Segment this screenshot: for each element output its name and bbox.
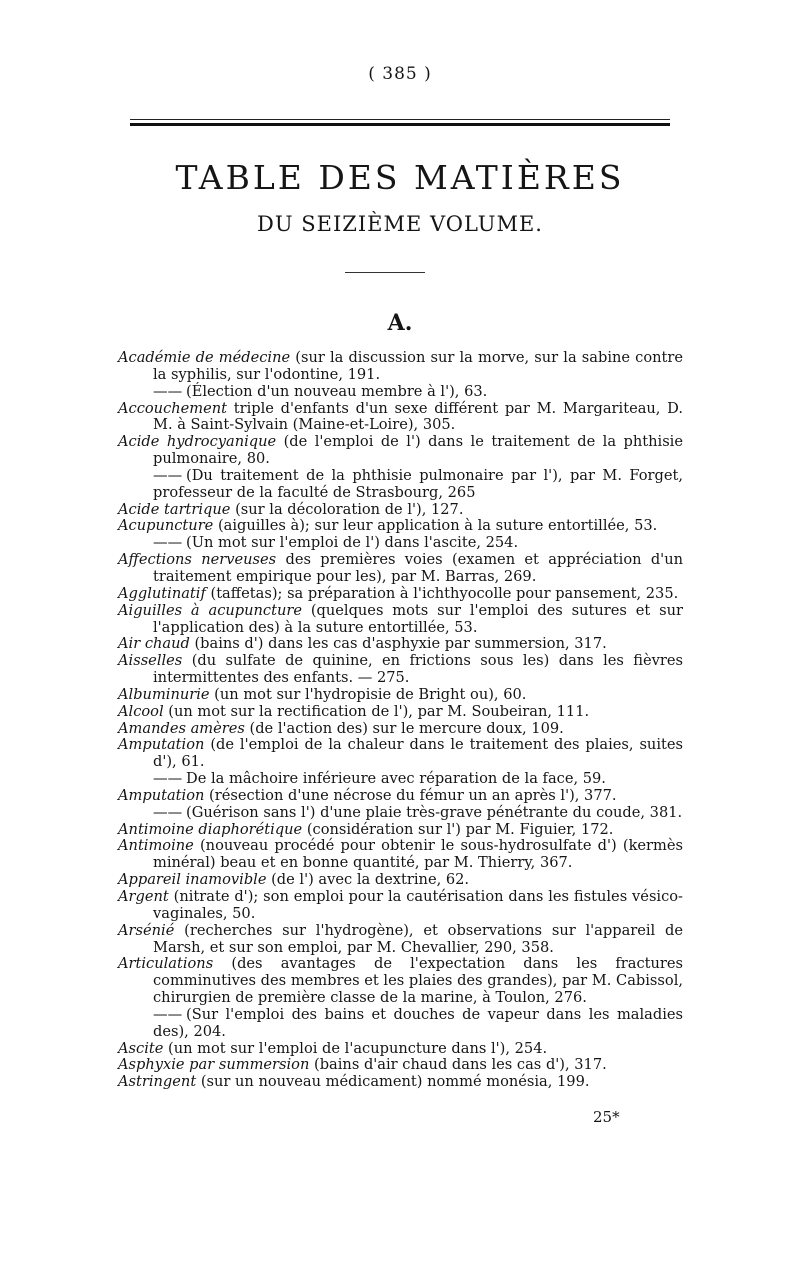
- ditto-dash: ——: [153, 1005, 183, 1023]
- entry-headword: Agglutinatif: [118, 584, 206, 602]
- entry-headword: Appareil inamovible: [118, 871, 267, 889]
- entry-headword: Air chaud: [118, 635, 190, 653]
- index-entries: [118, 350, 683, 1091]
- entry-headword: Acide tartrique: [118, 500, 231, 518]
- entry-headword: Astringent: [118, 1073, 197, 1091]
- page-title: TABLE DES MATIÈRES: [175, 158, 625, 197]
- header-rule-thick: [130, 123, 670, 126]
- entry-headword: Ascite: [118, 1039, 164, 1057]
- index-entry: [118, 518, 683, 535]
- entry-text: des premières voies (examen et appréciation d'un traitement empirique pour les), par M. Barras, 269.: [153, 551, 683, 585]
- entry-text: (bains d'air chaud dans les cas d'), 317.: [309, 1056, 607, 1074]
- ditto-dash: ——: [153, 382, 183, 400]
- index-entry: [118, 350, 683, 384]
- entry-text: De la mâchoire inférieure avec réparation de la face, 59.: [186, 770, 606, 788]
- index-entry: [118, 956, 683, 1007]
- entry-text: (recherches sur l'hydrogène), et observations sur l'appareil de Marsh, et sur son emploi, par M. Chevallier, 290, 358.: [153, 921, 683, 956]
- entry-headword: Albuminurie: [118, 685, 210, 703]
- entry-text: (quelques mots sur l'emploi des sutures et sur l'application des) à la suture entortillée, 53.: [153, 601, 683, 636]
- entry-headword: Antimoine: [118, 837, 194, 855]
- index-entry: [118, 1041, 683, 1058]
- index-entry: [118, 552, 683, 586]
- ditto-dash: ——: [153, 534, 183, 552]
- header-rule-thin: [130, 119, 670, 120]
- entry-text: (Élection d'un nouveau membre à l'), 63.: [186, 382, 488, 400]
- page-number: ( 385 ): [368, 64, 432, 84]
- index-entry: [118, 1057, 683, 1074]
- entry-headword: Académie de médecine: [118, 349, 291, 366]
- entry-text: (considération sur l') par M. Figuier, 172.: [302, 820, 614, 838]
- index-entry: [118, 805, 683, 822]
- page-subtitle: DU SEIZIÈME VOLUME.: [257, 212, 543, 236]
- ditto-dash: ——: [153, 803, 183, 821]
- index-entry: [118, 822, 683, 839]
- index-entry: [118, 653, 683, 687]
- signature-mark: 25*: [593, 1108, 620, 1126]
- entry-text: (Sur l'emploi des bains et douches de vapeur dans les maladies des), 204.: [153, 1005, 683, 1040]
- entry-text: (nitrate d'); son emploi pour la cautérisation dans les fistules vésico-vaginales, 50.: [153, 888, 683, 922]
- entry-headword: Aiguilles à acupuncture: [118, 601, 302, 619]
- entry-text: (un mot sur la rectification de l'), par M. Soubeiran, 111.: [163, 702, 590, 720]
- entry-text: (sur un nouveau médicament) nommé monésia, 199.: [196, 1073, 590, 1091]
- entry-text: (sur la discussion sur la morve, sur la sabine contre la syphilis, sur l'odontine, 191.: [153, 349, 683, 383]
- index-entry: [118, 468, 683, 502]
- entry-text: (sur la décoloration de l'), 127.: [230, 500, 464, 518]
- entry-headword: Argent: [118, 888, 169, 905]
- entry-text: (du sulfate de quinine, en frictions sous les) dans les fièvres intermittentes des enfants. — 275.: [153, 652, 683, 687]
- index-entry: [118, 721, 683, 738]
- entry-headword: Amandes amères: [118, 719, 245, 737]
- index-entry: [118, 872, 683, 889]
- entry-headword: Acupuncture: [118, 517, 214, 535]
- entry-text: (aiguilles à); sur leur application à la suture entortillée, 53.: [213, 517, 658, 535]
- index-entry: [118, 687, 683, 704]
- entry-text: (de l') avec la dextrine, 62.: [266, 871, 470, 889]
- entry-text: triple d'enfants d'un sexe différent par M. Margariteau, D. M. à Saint-Sylvain (Maine-et-Loire), 305.: [153, 399, 683, 434]
- entry-headword: Accouchement: [118, 399, 228, 417]
- entry-headword: Articulations: [118, 955, 214, 973]
- entry-headword: Affections nerveuses: [118, 551, 277, 569]
- index-entry: [118, 704, 683, 721]
- entry-text: (taffetas); sa préparation à l'ichthyocolle pour pansement, 235.: [205, 584, 679, 602]
- entry-text: (Du traitement de la phthisie pulmonaire par l'), par M. Forget, professeur de la faculté de Strasbourg, 265: [153, 466, 683, 501]
- section-divider: [345, 272, 425, 273]
- index-entry: [118, 636, 683, 653]
- ditto-dash: ——: [153, 466, 183, 484]
- entry-headword: Arsénié: [118, 921, 175, 939]
- index-entry: [118, 603, 683, 637]
- index-entry: [118, 384, 683, 401]
- entry-headword: Antimoine diaphorétique: [118, 820, 303, 838]
- index-entry: [118, 586, 683, 603]
- index-entry: [118, 788, 683, 805]
- index-entry: [118, 535, 683, 552]
- entry-headword: Asphyxie par summersion: [118, 1056, 310, 1074]
- index-entry: [118, 1007, 683, 1041]
- entry-headword: Alcool: [118, 702, 164, 720]
- index-entry: [118, 771, 683, 788]
- entry-text: (Guérison sans l') d'une plaie très-grave pénétrante du coude, 381.: [186, 803, 683, 821]
- ditto-dash: ——: [153, 770, 183, 788]
- index-entry: [118, 1074, 683, 1091]
- entry-text: (de l'emploi de la chaleur dans le traitement des plaies, suites d'), 61.: [153, 736, 683, 771]
- index-entry: [118, 923, 683, 957]
- section-letter: A.: [387, 310, 413, 336]
- entry-text: (un mot sur l'hydropisie de Bright ou), 60.: [209, 685, 527, 703]
- entry-headword: Aisselles: [118, 652, 183, 670]
- entry-text: (des avantages de l'expectation dans les fractures comminutives des membres et les plaies des grandes), par M. Cabissol, chirurgien de première classe de la marine, à Toulon, 276.: [153, 955, 683, 1007]
- index-entry: [118, 737, 683, 771]
- entry-text: (bains d') dans les cas d'asphyxie par summersion, 317.: [189, 635, 607, 653]
- index-entry: [118, 502, 683, 519]
- index-entry: [118, 889, 683, 923]
- entry-headword: Amputation: [118, 786, 205, 804]
- entry-text: (nouveau procédé pour obtenir le sous-hydrosulfate d') (kermès minéral) beau et en bonne quantité, par M. Thierry, 367.: [153, 837, 683, 872]
- entry-text: (un mot sur l'emploi de l'acupuncture dans l'), 254.: [163, 1039, 548, 1057]
- entry-headword: Acide hydrocyanique: [118, 433, 277, 451]
- entry-text: (de l'action des) sur le mercure doux, 109.: [244, 719, 564, 737]
- entry-text: (Un mot sur l'emploi de l') dans l'ascite, 254.: [186, 534, 519, 552]
- index-entry: [118, 401, 683, 435]
- index-entry: [118, 434, 683, 468]
- entry-text: (de l'emploi de l') dans le traitement de la phthisie pulmonaire, 80.: [153, 433, 683, 468]
- index-entry: [118, 838, 683, 872]
- entry-text: (résection d'une nécrose du fémur un an après l'), 377.: [204, 786, 617, 804]
- entry-headword: Amputation: [118, 736, 205, 754]
